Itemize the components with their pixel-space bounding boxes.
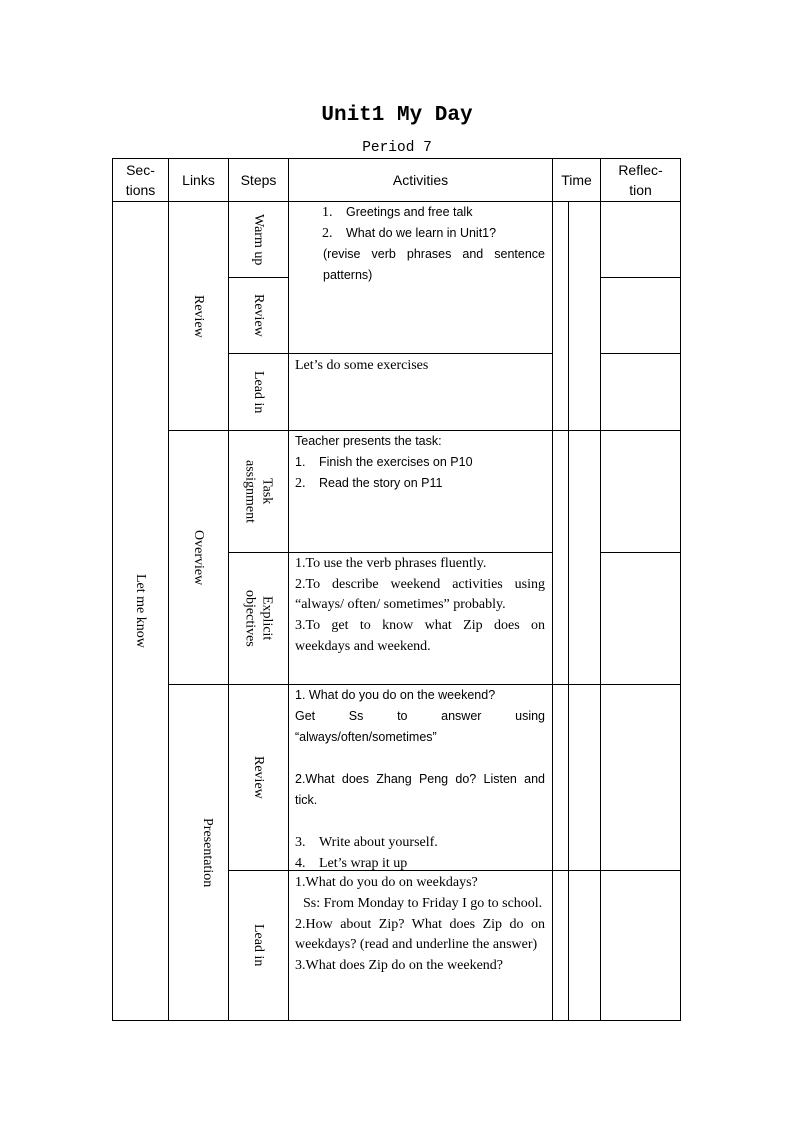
header-links: Links <box>182 172 215 188</box>
page-title: Unit1 My Day <box>321 104 473 127</box>
list-number: 2. <box>295 476 306 491</box>
list-item <box>295 452 545 473</box>
question-item: 3.What does Zip do on the weekend? <box>295 958 503 974</box>
link-presentation: Presentation <box>200 817 215 888</box>
list-number: 1. <box>322 205 333 220</box>
list-number: 4. <box>295 856 306 871</box>
table-border-bottom <box>112 1020 681 1021</box>
question-item: 1. What do you do on the weekend? <box>295 688 496 702</box>
header-reflection: Reflec- tion <box>618 162 663 198</box>
activity-objectives <box>295 554 545 658</box>
objective-item: 1.To use the verb phrases fluently. <box>295 556 487 571</box>
step-warm-up: Warm up <box>251 213 266 266</box>
question-detail: “always/often/sometimes” <box>295 730 437 744</box>
task-intro: Teacher presents the task: <box>295 434 442 448</box>
step-lead-in: Lead in <box>251 370 266 414</box>
step-review: Review <box>251 294 266 337</box>
list-item <box>295 853 545 874</box>
list-item <box>296 202 545 223</box>
list-number: 2. <box>322 226 333 241</box>
activity-presentation-lead-in <box>295 873 545 977</box>
question-detail: Get Ss to answer using <box>295 709 545 723</box>
period-subtitle: Period 7 <box>362 140 432 156</box>
question-item: 1.What do you do on weekdays? <box>295 875 478 890</box>
objective-item: 2.To describe weekend activities using “always/ often/ sometimes” probably. <box>295 576 545 613</box>
question-item: 2.What does Zhang Peng do? Listen and tick. <box>295 772 545 807</box>
link-overview: Overview <box>191 529 206 586</box>
header-sections: Sec- tions <box>125 162 156 198</box>
row-divider <box>601 552 681 553</box>
list-text: Greetings and free talk <box>346 205 473 219</box>
activity-warmup <box>296 202 545 286</box>
list-text: Finish the exercises on P10 <box>319 455 473 469</box>
list-text: Write about yourself. <box>319 835 438 850</box>
list-item <box>295 832 545 853</box>
warmup-note: (revise verb phrases and sentence patterns) <box>323 247 545 282</box>
list-number: 3. <box>295 835 306 850</box>
answer-item: Ss: From Monday to Friday I go to school. <box>303 895 543 911</box>
column-divider <box>568 201 569 1021</box>
activity-lead-in: Let’s do some exercises <box>295 358 429 373</box>
section-label: Let me know <box>133 574 148 648</box>
table-border-right <box>680 158 681 1021</box>
step-lead-in: Lead in <box>251 924 266 967</box>
list-text: What do we learn in Unit1? <box>346 226 497 240</box>
question-item: 2.How about Zip? What does Zip do on weekdays? (read and underline the answer) <box>295 916 545 953</box>
step-review: Review <box>251 756 266 799</box>
list-text: Read the story on P11 <box>319 476 443 490</box>
activity-presentation-review <box>295 685 545 874</box>
header-time: Time <box>561 172 592 188</box>
column-divider <box>600 158 601 1021</box>
column-divider <box>552 158 553 1021</box>
list-text: Let’s wrap it up <box>319 856 408 871</box>
row-divider <box>601 277 681 278</box>
header-activities: Activities <box>392 172 449 188</box>
column-divider <box>288 158 289 1021</box>
activity-task <box>295 431 545 494</box>
list-item <box>295 473 545 494</box>
list-number: 1. <box>295 455 306 469</box>
list-item <box>296 223 545 244</box>
step-task-assignment: Task assignment <box>242 460 275 523</box>
header-steps: Steps <box>240 172 277 188</box>
objective-item: 3.To get to know what Zip does on weekdays and weekend. <box>295 618 545 654</box>
link-review: Review <box>191 294 206 338</box>
step-explicit-objectives: Explicit objectives <box>242 590 275 647</box>
row-divider <box>601 353 681 354</box>
